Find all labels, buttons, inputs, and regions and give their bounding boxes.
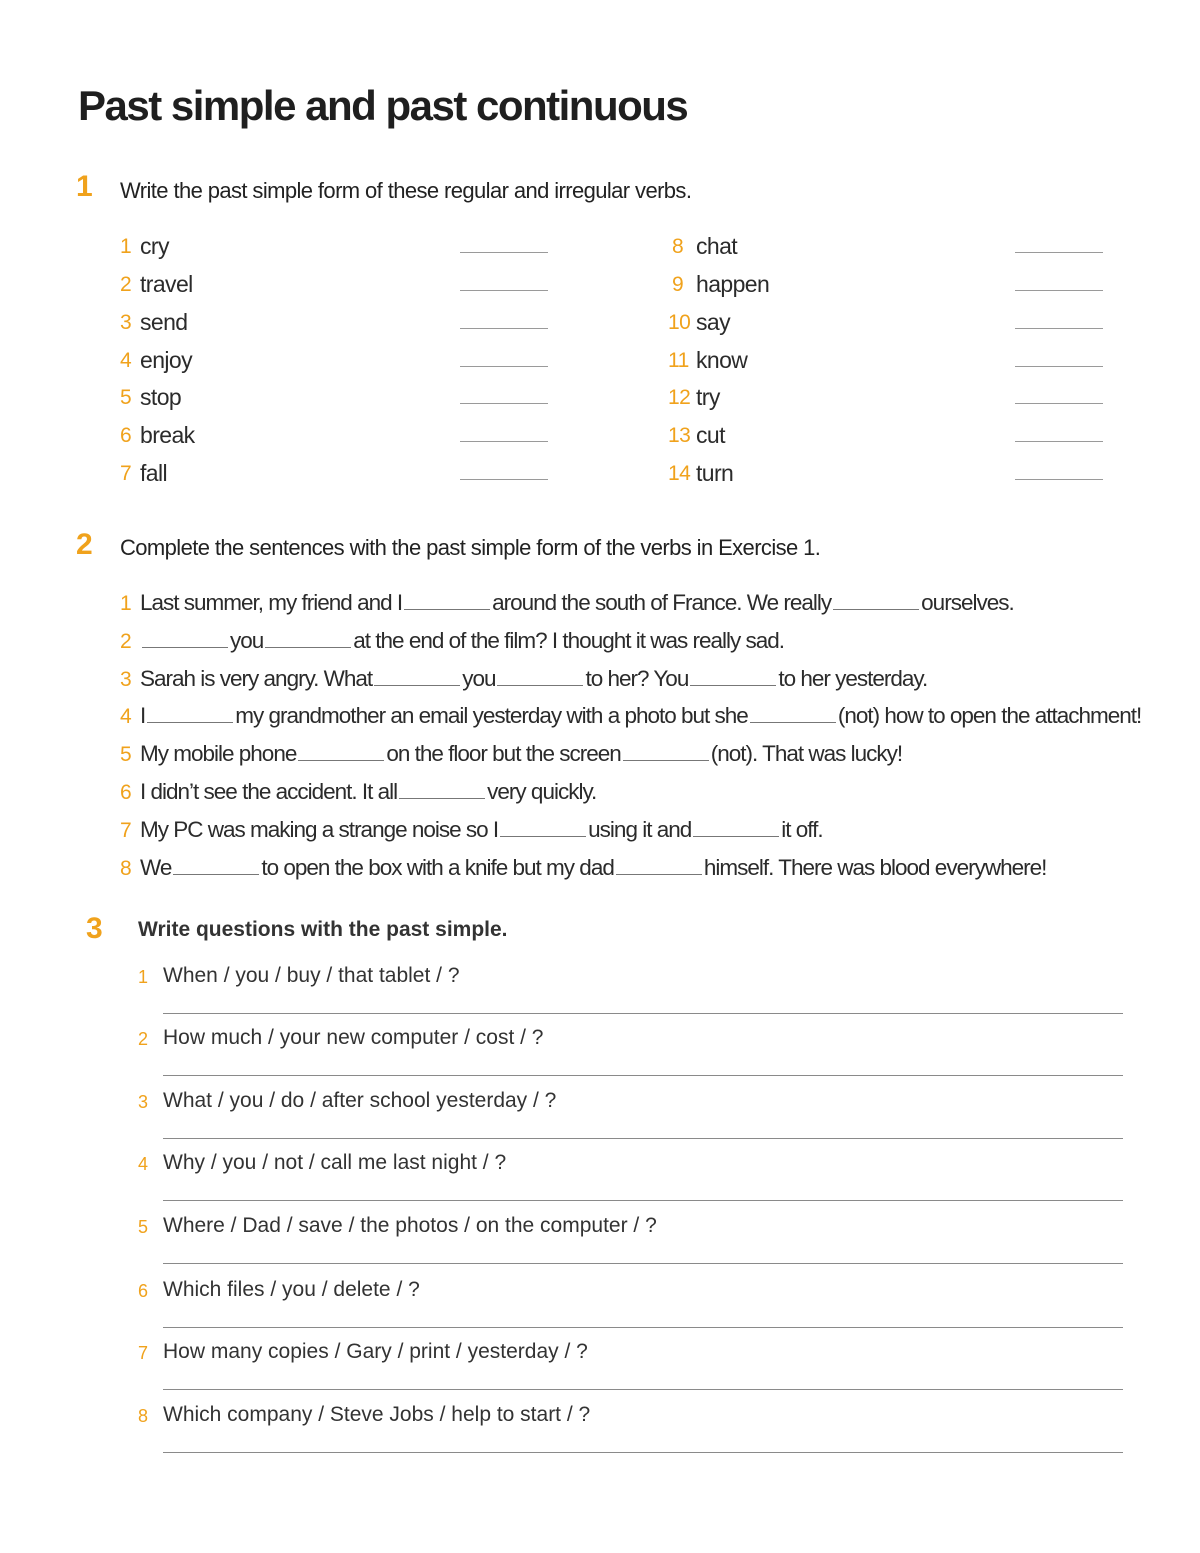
exercise-2-item-number: 1 [120, 592, 132, 615]
exercise-1-answer-line[interactable] [460, 479, 548, 480]
exercise-3-answer-line[interactable] [163, 1263, 1123, 1264]
exercise-2-sentence-text: my grandmother an email yesterday with a photo but she [235, 703, 748, 728]
exercise-1-verb: fall [140, 460, 168, 486]
exercise-1-answer-line[interactable] [460, 441, 548, 442]
exercise-3-item-number: 2 [138, 1029, 149, 1049]
exercise-1-item-number: 2 [120, 273, 132, 296]
exercise-2-sentence-text: very quickly. [487, 779, 597, 804]
exercise-2-item-number: 8 [120, 857, 132, 880]
exercise-1-item-number: 5 [120, 386, 132, 409]
exercise-1-item-number: 10 [668, 311, 691, 334]
exercise-3-item-number: 5 [138, 1217, 149, 1237]
exercise-1-answer-line[interactable] [460, 252, 548, 253]
exercise-3-question: When / you / buy / that tablet / ? [163, 964, 460, 987]
exercise-3-item-number: 7 [138, 1343, 149, 1363]
exercise-3-instruction: Write questions with the past simple. [138, 918, 508, 941]
exercise-2-sentence-text: himself. There was blood everywhere! [703, 855, 1047, 880]
exercise-2-sentence-text: you [230, 628, 264, 653]
exercise-2-sentence-text: to open the box with a knife but my dad [261, 855, 614, 880]
exercise-2-sentence-text: My PC was making a strange noise so I [140, 817, 499, 842]
exercise-1-item-number: 3 [120, 311, 132, 334]
exercise-1-verb: try [696, 384, 720, 410]
exercise-2-blank[interactable] [399, 797, 485, 799]
exercise-2-sentence-text: Last summer, my friend and I [140, 590, 403, 615]
exercise-2-item-number: 2 [120, 630, 132, 653]
exercise-2-blank[interactable] [833, 608, 919, 610]
exercise-2-sentence-text: you [462, 666, 496, 691]
exercise-1-item-number: 9 [672, 273, 684, 296]
exercise-3-item-number: 8 [138, 1406, 149, 1426]
exercise-1-answer-line[interactable] [460, 290, 548, 291]
exercise-2-blank[interactable] [750, 721, 836, 723]
exercise-2-sentence-text: it off. [781, 817, 823, 842]
exercise-2-sentence-text: using it and [588, 817, 692, 842]
exercise-3-number: 3 [86, 912, 103, 945]
exercise-1-verb: send [140, 309, 188, 335]
exercise-3-question: Which company / Steve Jobs / help to start / ? [163, 1403, 591, 1426]
exercise-1-item-number: 7 [120, 462, 132, 485]
exercise-2-sentence-text: (not) how to open the attachment! [837, 703, 1142, 728]
exercise-1-verb: stop [140, 384, 182, 410]
exercise-1-answer-line[interactable] [1015, 441, 1103, 442]
exercise-2-item-number: 4 [120, 705, 132, 728]
exercise-1-answer-line[interactable] [460, 328, 548, 329]
exercise-2-blank[interactable] [298, 759, 384, 761]
exercise-2-sentence [140, 666, 927, 692]
exercise-1-answer-line[interactable] [1015, 366, 1103, 367]
exercise-1-answer-line[interactable] [1015, 328, 1103, 329]
exercise-3-item-number: 3 [138, 1092, 149, 1112]
exercise-1-item-number: 6 [120, 424, 132, 447]
exercise-1-verb: say [696, 309, 730, 335]
exercise-3-item-number: 4 [138, 1154, 149, 1174]
exercise-3-question: How many copies / Gary / print / yesterday / ? [163, 1340, 588, 1363]
exercise-1-item-number: 12 [668, 386, 691, 409]
exercise-2-blank[interactable] [173, 873, 259, 875]
exercise-1-verb: cry [140, 233, 169, 259]
exercise-2-sentence-text: at the end of the film? I thought it was really sad. [353, 628, 785, 653]
exercise-2-blank[interactable] [404, 608, 490, 610]
exercise-3-answer-line[interactable] [163, 1075, 1123, 1076]
exercise-1-verb: turn [696, 460, 734, 486]
exercise-1-item-number: 14 [668, 462, 691, 485]
exercise-2-blank[interactable] [497, 684, 583, 686]
exercise-1-verb: chat [696, 233, 738, 259]
exercise-1-answer-line[interactable] [1015, 403, 1103, 404]
exercise-2-sentence [140, 741, 902, 767]
exercise-2-sentence-text: We [140, 855, 172, 880]
exercise-2-item-number: 3 [120, 668, 132, 691]
exercise-2-sentence [140, 590, 1014, 616]
exercise-2-sentence-text: (not). That was lucky! [710, 741, 903, 766]
exercise-2-sentence-text: Sarah is very angry. What [140, 666, 373, 691]
page-title: Past simple and past continuous [78, 82, 688, 129]
exercise-2-sentence-text: ourselves. [921, 590, 1014, 615]
exercise-1-item-number: 11 [668, 349, 689, 372]
exercise-3-question: Where / Dad / save / the photos / on the computer / ? [163, 1214, 657, 1237]
exercise-1-answer-line[interactable] [460, 366, 548, 367]
exercise-2-sentence [140, 817, 823, 843]
exercise-1-verb: happen [696, 271, 770, 297]
exercise-3-item-number: 1 [138, 967, 149, 987]
exercise-1-verb: know [696, 347, 748, 373]
exercise-2-blank[interactable] [690, 684, 776, 686]
exercise-2-sentence-text: on the floor but the screen [386, 741, 621, 766]
exercise-2-sentence-text: I didn’t see the accident. It all [140, 779, 398, 804]
exercise-2-blank[interactable] [616, 873, 702, 875]
exercise-1-item-number: 8 [672, 235, 684, 258]
exercise-2-sentence [140, 703, 1141, 729]
exercise-2-sentence [140, 628, 784, 654]
exercise-2-blank[interactable] [500, 835, 586, 837]
exercise-1-item-number: 1 [120, 235, 132, 258]
exercise-2-item-number: 6 [120, 781, 132, 804]
exercise-2-sentence-text: I [140, 703, 146, 728]
exercise-3-answer-line[interactable] [163, 1138, 1123, 1139]
exercise-3-answer-line[interactable] [163, 1452, 1123, 1453]
exercise-1-item-number: 13 [668, 424, 691, 447]
exercise-3-question: What / you / do / after school yesterday / ? [163, 1089, 557, 1112]
exercise-2-sentence [140, 855, 1046, 881]
exercise-1-verb: break [140, 422, 195, 448]
exercise-1-item-number: 4 [120, 349, 132, 372]
exercise-2-instruction: Complete the sentences with the past simple form of the verbs in Exercise 1. [120, 535, 821, 560]
exercise-3-question: How much / your new computer / cost / ? [163, 1026, 544, 1049]
exercise-1-answer-line[interactable] [460, 403, 548, 404]
exercise-2-sentence [140, 779, 596, 805]
exercise-1-answer-line[interactable] [1015, 479, 1103, 480]
exercise-2-sentence-text: to her yesterday. [778, 666, 928, 691]
exercise-1-answer-line[interactable] [1015, 290, 1103, 291]
exercise-2-sentence-text: to her? You [585, 666, 689, 691]
exercise-2-blank[interactable] [374, 684, 460, 686]
exercise-1-verb: cut [696, 422, 725, 448]
exercise-2-blank[interactable] [142, 646, 228, 648]
exercise-1-answer-line[interactable] [1015, 252, 1103, 253]
exercise-2-blank[interactable] [693, 835, 779, 837]
exercise-1-instruction: Write the past simple form of these regular and irregular verbs. [120, 178, 692, 203]
exercise-2-number: 2 [76, 528, 93, 561]
exercise-1-verb: travel [140, 271, 193, 297]
exercise-3-answer-line[interactable] [163, 1013, 1123, 1014]
exercise-1-number: 1 [76, 170, 93, 203]
exercise-3-question: Why / you / not / call me last night / ? [163, 1151, 507, 1174]
exercise-2-item-number: 7 [120, 819, 132, 842]
exercise-2-blank[interactable] [147, 721, 233, 723]
exercise-2-sentence-text: My mobile phone [140, 741, 297, 766]
exercise-3-item-number: 6 [138, 1281, 149, 1301]
exercise-2-blank[interactable] [265, 646, 351, 648]
exercise-3-question: Which files / you / delete / ? [163, 1278, 420, 1301]
exercise-2-sentence-text: around the south of France. We really [492, 590, 832, 615]
exercise-3-answer-line[interactable] [163, 1327, 1123, 1328]
exercise-1-verb: enjoy [140, 347, 192, 373]
exercise-2-blank[interactable] [623, 759, 709, 761]
exercise-3-answer-line[interactable] [163, 1389, 1123, 1390]
exercise-2-item-number: 5 [120, 743, 132, 766]
exercise-3-answer-line[interactable] [163, 1200, 1123, 1201]
